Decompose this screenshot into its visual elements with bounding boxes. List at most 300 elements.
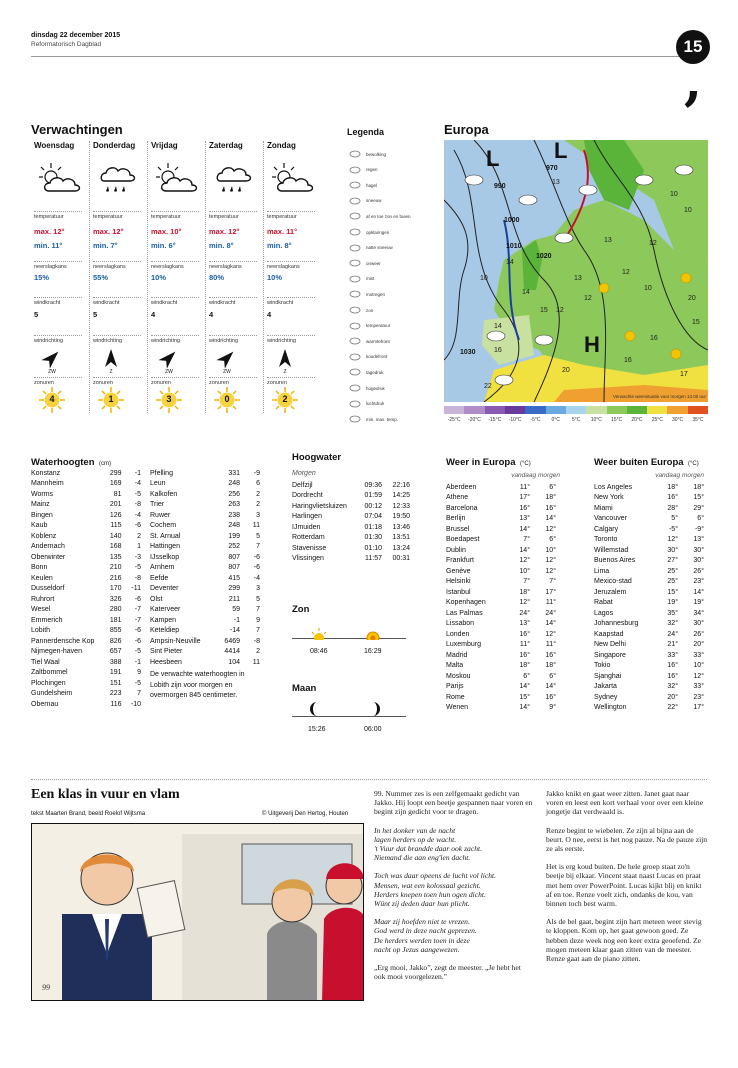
- table-row: [150, 489, 260, 500]
- table-cell: Hattingen: [150, 543, 180, 551]
- moonset-time: 06:00: [364, 726, 382, 733]
- table-row: [446, 556, 556, 567]
- table-cell: 4414: [224, 648, 240, 656]
- table-cell: 26°: [693, 630, 704, 638]
- table-cell: 7: [256, 606, 260, 614]
- table-cell: 14:25: [392, 492, 410, 500]
- scale-label: 25°C: [651, 417, 663, 423]
- comic-credit: tekst Maarten Brand, beeld Roelof Wijtsma: [31, 811, 146, 817]
- table-cell: Harlingen: [292, 513, 322, 521]
- table-row: [446, 671, 556, 682]
- poem-line: lagen herders op de wacht.: [374, 834, 457, 844]
- table-row: [446, 629, 556, 640]
- table-cell: Lissabon: [446, 620, 475, 628]
- wind-dir-label: windrichting: [267, 335, 315, 344]
- table-cell: 7°: [523, 578, 530, 586]
- poem-line: 't Vuur dat brandde daar ook zacht.: [374, 844, 482, 854]
- table-cell: Zaltbommel: [31, 669, 68, 677]
- rain-label: neerslagkans: [267, 261, 315, 270]
- sun-label: zonuren: [151, 377, 199, 386]
- legend-item: bewolking: [349, 150, 386, 158]
- table-cell: 27°: [667, 557, 678, 565]
- table-row: [31, 500, 141, 511]
- table-row: [446, 682, 556, 693]
- table-row: [292, 501, 410, 512]
- legend-symbol-icon: [349, 228, 361, 236]
- legend-symbol-icon: [349, 415, 361, 423]
- map-temp: 20: [688, 295, 696, 302]
- poem-line: In het donker van de nacht: [374, 825, 456, 835]
- table-cell: 12°: [693, 672, 704, 680]
- table-cell: Kaub: [31, 522, 48, 530]
- table-cell: -1: [134, 658, 141, 666]
- table-row: [31, 563, 141, 574]
- table-cell: 12:33: [392, 502, 410, 510]
- table-cell: Olst: [150, 595, 163, 603]
- table-cell: Malta: [446, 662, 464, 670]
- table-cell: 01:18: [364, 523, 382, 531]
- scale-label: -15°C: [488, 417, 502, 423]
- table-cell: Jakarta: [594, 683, 617, 691]
- table-cell: Boedapest: [446, 536, 480, 544]
- map-temp: 10: [644, 285, 652, 292]
- table-cell: -7: [134, 606, 141, 614]
- legend-symbol-icon: [349, 337, 361, 345]
- table-row: [150, 584, 260, 595]
- table-cell: 11: [252, 658, 260, 666]
- comic-copyright: © Uitgeverij Den Hertog, Houten: [262, 811, 349, 817]
- table-cell: 23°: [693, 578, 704, 586]
- table-cell: -8: [134, 501, 141, 509]
- forecast-day: [89, 141, 147, 413]
- moonset-icon: [366, 701, 380, 717]
- table-cell: -4: [134, 480, 141, 488]
- table-cell: IJmuiden: [292, 523, 321, 531]
- table-cell: 33°: [693, 651, 704, 659]
- table-row: [446, 535, 556, 546]
- table-cell: Pannerdensche Kop: [31, 637, 95, 645]
- table-row: [446, 650, 556, 661]
- scale-swatch: [485, 406, 505, 414]
- table-row: [446, 703, 556, 714]
- isobar-label: 970: [546, 165, 558, 172]
- table-cell: 09:36: [364, 481, 382, 489]
- table-row: [150, 594, 260, 605]
- table-cell: 151: [109, 679, 122, 687]
- low-pressure-1: L: [486, 146, 500, 171]
- table-cell: Bingen: [31, 511, 53, 519]
- sun-icon: [625, 331, 635, 341]
- legend-item: natte sneeuw: [349, 244, 393, 252]
- table-cell: 9: [256, 616, 260, 624]
- max-temp: max. 12°: [209, 227, 240, 236]
- table-cell: 10°: [545, 546, 556, 554]
- table-cell: -6: [134, 595, 141, 603]
- table-cell: 23°: [693, 693, 704, 701]
- table-cell: Trier: [150, 501, 165, 509]
- table-cell: Gundelsheim: [31, 690, 73, 698]
- table-cell: 2: [137, 532, 141, 540]
- rain-chance: 10%: [267, 273, 283, 282]
- table-row: [150, 521, 260, 532]
- scale-label: 5°C: [571, 417, 581, 423]
- table-row: [31, 647, 141, 658]
- table-cell: 15°: [519, 693, 530, 701]
- table-cell: 19:50: [392, 513, 410, 521]
- table-cell: Helsinki: [446, 578, 471, 586]
- table-cell: Delfzijl: [292, 481, 313, 489]
- legend-symbol-icon: [349, 368, 361, 376]
- table-cell: Keulen: [31, 574, 53, 582]
- legend-item: tagedruk: [349, 368, 384, 376]
- table-cell: Istanbul: [446, 588, 471, 596]
- table-cell: 35°: [667, 609, 678, 617]
- table-cell: 115: [110, 522, 122, 530]
- sun-hours: 0: [224, 394, 230, 404]
- legend-item: min. max. temp.: [349, 415, 398, 423]
- table-cell: Berlijn: [446, 515, 466, 523]
- cloud-icon: [519, 195, 537, 205]
- land-iberia: [482, 315, 534, 365]
- table-cell: St. Arnual: [150, 532, 181, 540]
- sun-icon: [671, 349, 681, 359]
- table-cell: 20°: [693, 641, 704, 649]
- table-row: [292, 480, 410, 491]
- scale-swatch: [627, 406, 647, 414]
- table-row: [150, 657, 260, 668]
- table-cell: Lima: [594, 567, 610, 575]
- map-temp: 10: [480, 275, 488, 282]
- scale-swatch: [505, 406, 525, 414]
- table-cell: -6: [134, 637, 141, 645]
- table-cell: 331: [228, 469, 240, 477]
- water-table-left: [31, 468, 141, 710]
- forecast-day: [147, 141, 205, 413]
- legend-item: motregen: [349, 290, 385, 298]
- table-cell: Sjanghai: [594, 672, 622, 680]
- table-row: [594, 650, 704, 661]
- max-temp: max. 12°: [93, 227, 124, 236]
- isobar-5: [444, 200, 468, 360]
- table-cell: -1: [134, 469, 141, 477]
- wind-label: windkracht: [151, 297, 199, 306]
- table-row: [446, 619, 556, 630]
- table-cell: 126: [109, 511, 122, 519]
- table-cell: -7: [134, 616, 141, 624]
- table-cell: 32°: [667, 683, 678, 691]
- weer-eu-colheads: vandaag morgen: [511, 472, 560, 479]
- table-cell: 00:31: [392, 555, 410, 563]
- table-cell: 22:16: [392, 481, 410, 489]
- table-cell: -5°: [668, 525, 678, 533]
- sunset-icon: [366, 628, 380, 640]
- table-cell: 07:04: [364, 513, 382, 521]
- table-cell: Johannesburg: [594, 620, 639, 628]
- legend-symbol-icon: [349, 384, 361, 392]
- table-row: [594, 682, 704, 693]
- table-cell: 13°: [693, 536, 704, 544]
- table-cell: -4: [253, 574, 260, 582]
- table-cell: Dusseldorf: [31, 585, 65, 593]
- min-temp: min. 8°: [209, 241, 234, 250]
- table-cell: 191: [109, 669, 122, 677]
- table-cell: 14°: [545, 515, 556, 523]
- temperature-scale-labels: [444, 417, 708, 423]
- cloud-icon: [555, 233, 573, 243]
- table-cell: 6°: [697, 515, 704, 523]
- table-cell: 16°: [545, 693, 556, 701]
- table-cell: 169: [109, 480, 122, 488]
- poem-line: Mensen, wat een kolossaal gezicht.: [374, 880, 481, 890]
- story-paragraph: Het is erg koud buiten. De hele groep staat zo'n beetje bij elkaar. Vincent staat naast Lucas en praat met hem over PowerPoint. Lucas kijkt blij en knikt af en toe. Renze voelt zich, ondanks de kou, van binnen toch best warm.: [546, 862, 702, 909]
- table-cell: -6: [253, 553, 260, 561]
- table-cell: Brussel: [446, 525, 470, 533]
- rain-chance: 15%: [34, 273, 50, 282]
- comma-logo: ,: [684, 51, 703, 112]
- scale-label: -25°C: [447, 417, 461, 423]
- forecast-day-name: Vrijdag: [151, 141, 178, 150]
- table-row: [150, 552, 260, 563]
- table-row: [31, 668, 141, 679]
- wind-force: 5: [34, 310, 39, 319]
- table-cell: Kopenhagen: [446, 599, 486, 607]
- wind-arrow-icon: [41, 347, 63, 369]
- poem-line: De herders werden toen in deze: [374, 935, 470, 945]
- table-cell: 248: [228, 480, 240, 488]
- wind-dir: Z: [109, 369, 113, 375]
- table-cell: 6°: [549, 672, 556, 680]
- sun-cloud-icon: [270, 161, 316, 197]
- table-cell: 12°: [545, 630, 556, 638]
- table-row: [31, 636, 141, 647]
- temp-label: temperatuur: [209, 211, 257, 220]
- table-cell: 12°: [667, 536, 678, 544]
- table-cell: 1: [137, 543, 141, 551]
- rain-chance: 80%: [209, 273, 225, 282]
- forecast-day-name: Woensdag: [34, 141, 75, 150]
- table-cell: 211: [228, 595, 240, 603]
- section-divider: [31, 779, 707, 780]
- table-row: [150, 500, 260, 511]
- table-row: [150, 479, 260, 490]
- table-cell: Miami: [594, 504, 613, 512]
- story-column-2: [546, 789, 708, 972]
- table-cell: Bonn: [31, 564, 48, 572]
- max-temp: max. 12°: [34, 227, 65, 236]
- table-row: [446, 598, 556, 609]
- poem-line: Wünt zij deden daar hun plicht.: [374, 899, 470, 909]
- table-cell: Wesel: [31, 606, 51, 614]
- table-cell: 299: [228, 585, 240, 593]
- wind-force: 4: [209, 310, 214, 319]
- table-cell: 26°: [693, 567, 704, 575]
- map-temp: 20: [562, 367, 570, 374]
- table-cell: Mexico-stad: [594, 578, 632, 586]
- table-cell: 326: [109, 595, 122, 603]
- table-cell: 12°: [545, 557, 556, 565]
- table-cell: 14°: [519, 704, 530, 712]
- table-cell: 12°: [519, 557, 530, 565]
- sun-hours-badge: [272, 387, 298, 413]
- page-number: 15: [676, 30, 710, 64]
- wind-force: 4: [267, 310, 272, 319]
- table-cell: 6469: [224, 637, 240, 645]
- table-cell: 18°: [693, 483, 704, 491]
- poem-stanza: [374, 917, 534, 954]
- table-cell: Athene: [446, 494, 469, 502]
- table-row: [31, 521, 141, 532]
- rain-label: neerslagkans: [93, 261, 141, 270]
- table-cell: Emmerich: [31, 616, 63, 624]
- table-cell: -6: [253, 564, 260, 572]
- table-cell: 2: [256, 648, 260, 656]
- table-cell: -9°: [694, 525, 704, 533]
- table-cell: Jeruzalem: [594, 588, 627, 596]
- table-cell: Kalkofen: [150, 490, 178, 498]
- table-cell: 81: [113, 490, 122, 498]
- table-cell: 32°: [667, 620, 678, 628]
- table-row: [31, 657, 141, 668]
- table-cell: 30°: [693, 620, 704, 628]
- table-row: [31, 510, 141, 521]
- scale-label: 10°C: [590, 417, 602, 423]
- table-cell: Katerveer: [150, 606, 181, 614]
- legend-symbol-icon: [349, 197, 361, 205]
- table-cell: Wellington: [594, 704, 627, 712]
- sun-label: zonuren: [209, 377, 257, 386]
- poem-stanza: [374, 871, 534, 908]
- table-cell: Andernach: [31, 543, 65, 551]
- table-cell: 11°: [519, 641, 530, 649]
- table-cell: 7°: [523, 536, 530, 544]
- table-cell: 19°: [667, 599, 678, 607]
- table-row: [594, 535, 704, 546]
- wind-dir: Z: [283, 369, 287, 375]
- table-row: [446, 692, 556, 703]
- table-row: [31, 479, 141, 490]
- table-row: [150, 636, 260, 647]
- wind-label: windkracht: [34, 297, 82, 306]
- table-cell: 13:46: [392, 523, 410, 531]
- table-cell: 21°: [667, 641, 678, 649]
- table-cell: Lagos: [594, 609, 614, 617]
- map-temp: 12: [622, 269, 630, 276]
- table-row: [446, 503, 556, 514]
- table-cell: Kampen: [150, 616, 177, 624]
- table-cell: 30°: [693, 557, 704, 565]
- table-cell: New York: [594, 494, 624, 502]
- table-cell: 807: [228, 564, 240, 572]
- table-cell: 17°: [545, 588, 556, 596]
- table-cell: 7°: [549, 578, 556, 586]
- table-row: [150, 626, 260, 637]
- temp-label: temperatuur: [93, 211, 141, 220]
- scale-label: 15°C: [611, 417, 623, 423]
- table-cell: 248: [228, 522, 240, 530]
- table-cell: 135: [109, 553, 122, 561]
- legend-symbol-icon: [349, 322, 361, 330]
- table-cell: Tiel Waal: [31, 658, 60, 666]
- table-cell: 3: [256, 585, 260, 593]
- table-cell: Luxemburg: [446, 641, 482, 649]
- forecast-day-name: Donderdag: [93, 141, 136, 150]
- table-cell: 11: [252, 522, 260, 530]
- table-cell: Eefde: [150, 574, 169, 582]
- table-cell: Arnhem: [150, 564, 175, 572]
- table-cell: 33°: [667, 651, 678, 659]
- comic-panel: [31, 823, 364, 1001]
- table-row: [446, 482, 556, 493]
- table-row: [594, 503, 704, 514]
- tide-title: Hoogwater: [292, 452, 342, 463]
- table-cell: -6: [134, 522, 141, 530]
- table-cell: Ampsin-Neuville: [150, 637, 201, 645]
- table-cell: Moskou: [446, 672, 471, 680]
- map-temp: 12: [649, 240, 657, 247]
- table-cell: 59: [232, 606, 240, 614]
- table-cell: 01:10: [364, 544, 382, 552]
- table-cell: Frankfurt: [446, 557, 475, 565]
- student-grey: [267, 879, 317, 1001]
- legend-symbol-icon: [349, 290, 361, 298]
- table-row: [446, 587, 556, 598]
- table-cell: 280: [109, 606, 122, 614]
- scale-label: 30°C: [672, 417, 684, 423]
- table-cell: -5: [134, 564, 141, 572]
- legend-symbol-icon: [349, 150, 361, 158]
- table-row: [594, 629, 704, 640]
- table-cell: 17°: [693, 704, 704, 712]
- scale-swatch: [586, 406, 606, 414]
- legend-item: luchtdruk: [349, 400, 384, 408]
- table-cell: 11°: [545, 599, 556, 607]
- rain-chance: 10%: [151, 273, 167, 282]
- table-cell: 20°: [667, 693, 678, 701]
- table-cell: 2: [256, 501, 260, 509]
- header-rule: [31, 56, 707, 57]
- wind-dir-label: windrichting: [93, 335, 141, 344]
- table-cell: -8: [253, 637, 260, 645]
- table-cell: 6°: [549, 536, 556, 544]
- min-temp: min. 11°: [34, 241, 63, 250]
- table-row: [594, 587, 704, 598]
- temp-label: temperatuur: [34, 211, 82, 220]
- scale-swatch: [464, 406, 484, 414]
- table-cell: 10°: [693, 662, 704, 670]
- table-cell: 199: [228, 532, 240, 540]
- table-cell: 01:30: [364, 534, 382, 542]
- poem-line: nacht op Jezus aangewezen.: [374, 944, 460, 954]
- rain-label: neerslagkans: [34, 261, 82, 270]
- scale-swatch: [444, 406, 464, 414]
- table-row: [31, 489, 141, 500]
- table-cell: 14°: [519, 683, 530, 691]
- table-cell: 6: [256, 480, 260, 488]
- table-cell: Aberdeen: [446, 483, 477, 491]
- sunrise-icon: [310, 628, 328, 640]
- table-cell: 24°: [519, 609, 530, 617]
- wind-dir-label: windrichting: [34, 335, 82, 344]
- table-cell: -5: [134, 679, 141, 687]
- forecast-grid: [31, 141, 323, 413]
- isobar-label: 1030: [460, 349, 476, 356]
- story-column-1: [374, 789, 534, 990]
- story-paragraph: „Erg mooi, Jakko”, zegt de meester. „Je hebt het ook mooi voorgelezen.”: [374, 963, 521, 982]
- table-cell: 16°: [545, 651, 556, 659]
- table-cell: 16°: [519, 630, 530, 638]
- table-cell: Pfelling: [150, 469, 173, 477]
- table-cell: 13°: [519, 515, 530, 523]
